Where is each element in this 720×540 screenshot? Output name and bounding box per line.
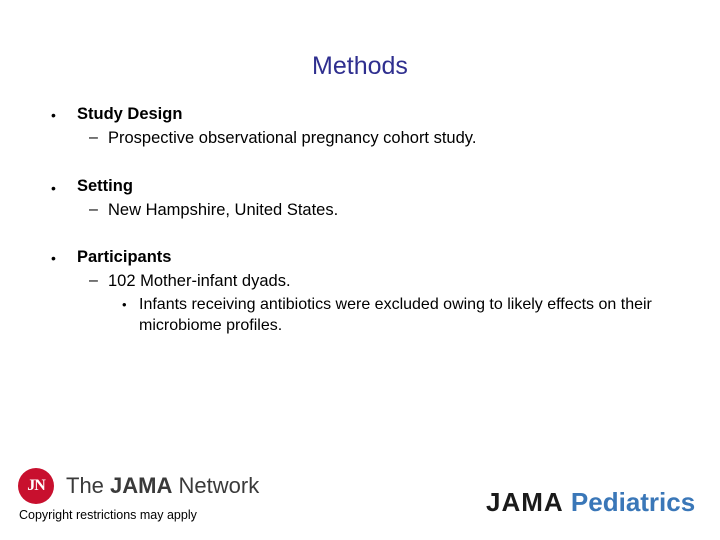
jama-network-brand: JAMA: [110, 473, 173, 498]
bullet-heading-study-design: Study Design: [77, 105, 183, 123]
jama-pediatrics-brand: JAMA: [486, 487, 564, 517]
jn-logo-icon: JN: [18, 468, 54, 504]
copyright-notice: Copyright restrictions may apply: [19, 508, 197, 522]
sub-bullet-marker: –: [89, 129, 98, 146]
bullet-marker: •: [51, 107, 56, 123]
jama-pediatrics-logo: [486, 487, 695, 518]
sub-sub-bullet-text: Infants receiving antibiotics were excluded owing to likely effects on their microbiome profiles.: [139, 296, 652, 334]
sub-bullet-text: New Hampshire, United States.: [108, 201, 339, 219]
bullet-marker: •: [51, 250, 56, 266]
sub-bullet-text: Prospective observational pregnancy cohort study.: [108, 129, 477, 147]
sub-sub-bullet-marker: •: [122, 297, 127, 312]
bullet-heading-participants: Participants: [77, 248, 172, 266]
jama-network-logo: [18, 467, 259, 505]
jama-network-prefix: The: [66, 473, 104, 498]
jama-pediatrics-name: Pediatrics: [570, 487, 696, 517]
bullet-marker: •: [51, 180, 56, 196]
sub-bullet-marker: –: [89, 201, 98, 218]
sub-bullet-marker: –: [89, 272, 98, 289]
sub-bullet-text: 102 Mother-infant dyads.: [108, 272, 291, 290]
jama-network-suffix: Network: [178, 473, 260, 498]
jama-network-wordmark: [66, 473, 259, 499]
slide-title: Methods: [312, 52, 408, 80]
bullet-heading-setting: Setting: [77, 177, 133, 195]
